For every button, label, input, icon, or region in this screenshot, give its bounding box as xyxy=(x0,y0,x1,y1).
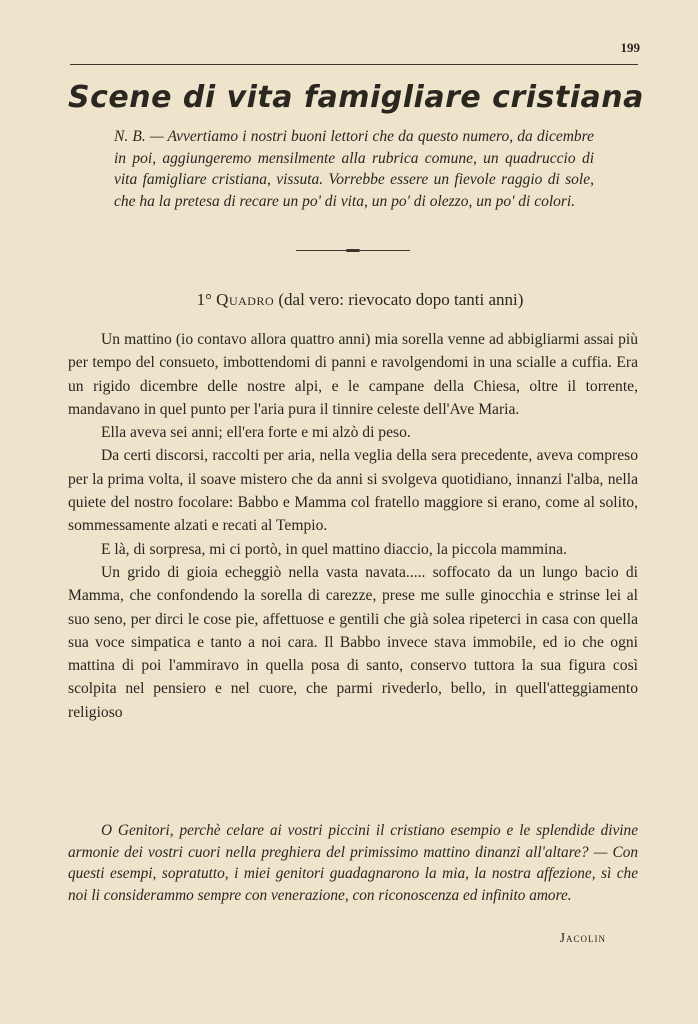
page-number: 199 xyxy=(620,40,640,55)
section-ornament xyxy=(296,249,410,253)
section-subtitle: (dal vero: rievocato dopo tanti anni) xyxy=(278,290,524,309)
section-heading xyxy=(60,290,660,310)
paragraph: Un grido di gioia echeggiò nella vasta navata..... soffocato da un lungo bacio di Mamma, che confondendo la sorella di carezze, prese me sulle ginocchia e strinse lei al suo seno, per dirci le cose pie, affettuose e gentili che già solea ripeterci in casa con quella sua voce simpatica e tanto a noi cara. Il Babbo invece stava immobile, ed io che ogni mattina di poi l'ammiravo in quella posa di santo, conservo tuttora la sua figura così scolpita nel pensiero e nel cuore, che parmi rivederlo, bello, in quell'atteggiamento religioso xyxy=(68,563,638,721)
story-body xyxy=(68,328,638,724)
article-title: Scene di vita famigliare cristiana xyxy=(68,80,644,115)
editor-note: N. B. — Avvertiamo i nostri buoni lettori che da questo numero, da dicembre in poi, aggiungeremo mensilmente alla rubrica comune, un quadruccio di vita famigliare cristiana, vissuta. Vorrebbe essere un fievole raggio di sole, che ha la pretesa di recare un po' di vita, un po' di olezzo, un po' di colori. xyxy=(114,128,594,210)
paragraph: E là, di sorpresa, mi ci portò, in quel mattino diaccio, la piccola mammina. xyxy=(101,540,567,558)
header-rule xyxy=(70,64,638,65)
section-number: 1° xyxy=(196,290,212,309)
ornament-dot xyxy=(346,249,360,252)
paragraph: Da certi discorsi, raccolti per aria, nella veglia della sera precedente, aveva compreso per la prima volta, il soave mistero che da anni si svolgeva quotidiano, innanzi l'alba, nella quiete del nostro focolare: Babbo e Mamma col fratello maggiore si erano, come al solito, sommessamente alzati e recati al Tempio. xyxy=(68,447,638,535)
paragraph: Un mattino (io contavo allora quattro anni) mia sorella venne ad abbigliarmi assai più per tempo del consueto, imbottendomi di panni e ravolgendomi in una scialle a cuffia. Era un rigido dicembre delle nostre alpi, e le campane della Chiesa, oltre il torrente, mandavano in quel punto per l'aria pura il tinnire celeste dell'Ave Maria. xyxy=(68,331,638,418)
closing-exhortation: O Genitori, perchè celare ai vostri piccini il cristiano esempio e le splendide divine armonie dei vostri cuori nella preghiera del primissimo mattino dinanzi all'altare? — Con questi esempi, sopratutto, i miei genitori guadagnarono la mia, la nostra affezione, sì che noi li considerammo sempre con venerazione, con riconoscenza ed infinito amore. xyxy=(68,822,638,904)
section-label: Quadro xyxy=(216,290,275,309)
author-signature: Jacolin xyxy=(559,930,606,945)
paragraph: Ella aveva sei anni; ell'era forte e mi alzò di peso. xyxy=(101,424,411,442)
